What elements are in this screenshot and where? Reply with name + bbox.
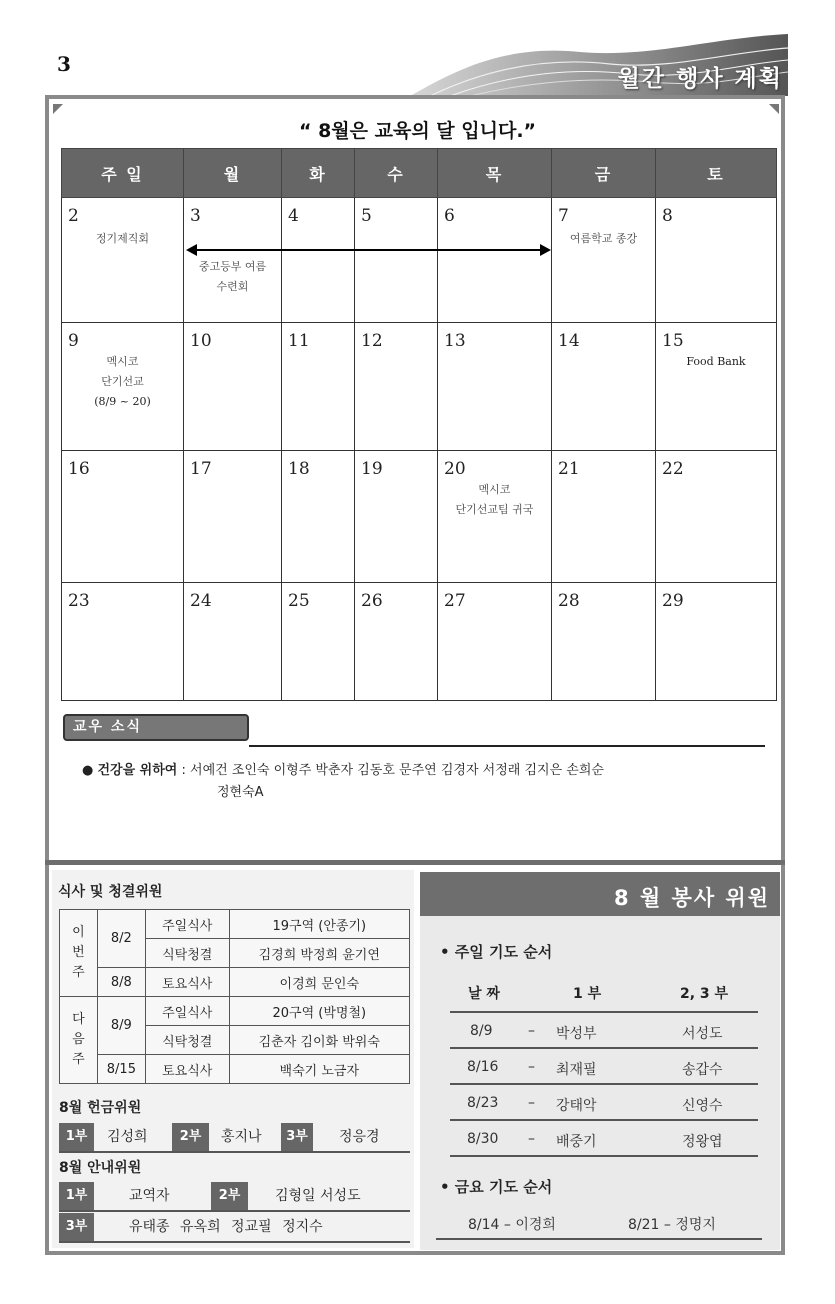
calendar-day-cell bbox=[552, 323, 656, 451]
day-notes bbox=[552, 228, 655, 248]
duty-people: 김춘자 김이화 박위숙 bbox=[229, 1026, 409, 1055]
day-number: 29 bbox=[662, 591, 684, 611]
calendar-day-cell bbox=[355, 451, 438, 583]
news-separator: : bbox=[177, 763, 191, 778]
day-number: 10 bbox=[190, 331, 212, 351]
day-number: 12 bbox=[361, 331, 383, 351]
news-item-label: 건강을 위하여 bbox=[97, 763, 178, 778]
calendar-day-cell bbox=[62, 198, 184, 323]
calendar-week-row bbox=[62, 451, 777, 583]
day-number: 27 bbox=[444, 591, 466, 611]
duty-group-label bbox=[60, 997, 98, 1084]
prayer-date: 8/9 bbox=[470, 1023, 493, 1039]
duty-people: 이경희 문인숙 bbox=[229, 968, 409, 997]
calendar-day-cell bbox=[282, 198, 355, 323]
calendar-day-cell bbox=[656, 323, 777, 451]
usher-row bbox=[59, 1213, 410, 1241]
sunday-prayer-row bbox=[450, 1013, 758, 1049]
day-notes bbox=[184, 258, 281, 296]
friday-underline bbox=[436, 1238, 762, 1240]
row-underline bbox=[59, 1151, 410, 1153]
duty-date: 8/2 bbox=[97, 910, 145, 968]
weekday-header: 목 bbox=[438, 149, 552, 198]
calendar-day-cell bbox=[552, 198, 656, 323]
offering-names: 김성희 bbox=[107, 1129, 148, 1145]
news-item bbox=[82, 760, 604, 804]
duty-type: 토요식사 bbox=[145, 968, 229, 997]
day-number: 25 bbox=[288, 591, 310, 611]
prayer-date: 8/16 bbox=[467, 1059, 499, 1075]
row-underline bbox=[59, 1210, 410, 1212]
day-number: 11 bbox=[288, 331, 310, 351]
day-note: Food Bank bbox=[686, 355, 746, 368]
day-notes bbox=[438, 481, 551, 519]
prayer-dash: – bbox=[528, 1131, 535, 1147]
duty-type: 토요식사 bbox=[145, 1055, 229, 1084]
calendar-day-cell bbox=[656, 583, 777, 701]
corner-mark bbox=[53, 104, 63, 114]
prayer-first: 박성부 bbox=[556, 1026, 597, 1042]
day-number: 28 bbox=[558, 591, 580, 611]
calendar-heading: “ 8월은 교육의 달 입니다.” bbox=[298, 120, 537, 142]
day-note: 멕시코 bbox=[106, 355, 139, 368]
weekday-header: 월 bbox=[184, 149, 282, 198]
day-number: 22 bbox=[662, 459, 684, 479]
sunday-prayer-row bbox=[450, 1085, 758, 1121]
calendar-day-cell bbox=[62, 583, 184, 701]
prayer-second: 송갑수 bbox=[682, 1062, 723, 1078]
usher-names: 유태종 유옥희 정교필 정지수 bbox=[129, 1219, 323, 1235]
news-names-line1: 서예건 조인숙 이형주 박춘자 김동호 문주연 김경자 서정래 김지은 손희순 bbox=[190, 763, 604, 778]
duty-type: 주일식사 bbox=[145, 910, 229, 939]
usher-names: 교역자 bbox=[129, 1188, 170, 1204]
calendar-day-cell bbox=[656, 198, 777, 323]
duty-type: 주일식사 bbox=[145, 997, 229, 1026]
day-number: 13 bbox=[444, 331, 466, 351]
duty-date: 8/15 bbox=[97, 1055, 145, 1084]
duty-table bbox=[59, 909, 410, 1084]
calendar-day-cell bbox=[438, 583, 552, 701]
calendar-day-cell bbox=[62, 323, 184, 451]
offering-names: 정응경 bbox=[339, 1129, 380, 1145]
duty-title: 식사 및 청결위원 bbox=[58, 884, 163, 900]
day-notes bbox=[656, 351, 776, 371]
calendar-week-row bbox=[62, 323, 777, 451]
duty-people: 백숙기 노금자 bbox=[229, 1055, 409, 1084]
duty-type: 식탁청결 bbox=[145, 1026, 229, 1055]
prayer-dash: – bbox=[528, 1059, 535, 1075]
offering-names: 홍지나 bbox=[221, 1129, 262, 1145]
calendar-day-cell bbox=[282, 583, 355, 701]
day-number: 3 bbox=[190, 206, 201, 226]
service-tag: 1부 bbox=[59, 1182, 94, 1210]
day-notes bbox=[62, 228, 183, 248]
bullet-icon: ● bbox=[82, 763, 94, 778]
calendar-day-cell bbox=[282, 451, 355, 583]
calendar-day-cell bbox=[355, 323, 438, 451]
day-note: 멕시코 bbox=[478, 483, 511, 496]
calendar-table bbox=[61, 148, 777, 701]
friday-prayer-entry: 8/14 – 이경희 bbox=[468, 1217, 556, 1233]
day-number: 8 bbox=[662, 206, 673, 226]
service-tag: 2부 bbox=[172, 1123, 209, 1151]
news-section-label: 교우 소식 bbox=[63, 714, 249, 741]
day-notes bbox=[62, 353, 183, 411]
service-tag: 3부 bbox=[59, 1213, 94, 1241]
day-number: 7 bbox=[558, 206, 569, 226]
banner-title: 월간 행사 계획 bbox=[617, 66, 783, 92]
calendar-week-row bbox=[62, 198, 777, 323]
news-rule bbox=[249, 745, 765, 747]
prayer-second: 정왕엽 bbox=[682, 1134, 723, 1150]
calendar-day-cell bbox=[184, 451, 282, 583]
calendar-day-cell bbox=[438, 323, 552, 451]
column-header-second: 2, 3 부 bbox=[680, 986, 729, 1002]
calendar-day-cell bbox=[184, 323, 282, 451]
calendar-day-cell bbox=[355, 583, 438, 701]
day-number: 17 bbox=[190, 459, 212, 479]
day-number: 21 bbox=[558, 459, 580, 479]
prayer-second: 신영수 bbox=[682, 1098, 723, 1114]
calendar-day-cell bbox=[656, 451, 777, 583]
calendar-day-cell bbox=[184, 198, 282, 323]
day-number: 2 bbox=[68, 206, 79, 226]
weekday-header-row bbox=[62, 149, 777, 198]
day-number: 9 bbox=[68, 331, 79, 351]
weekday-header: 수 bbox=[355, 149, 438, 198]
duty-group-label bbox=[60, 910, 98, 997]
day-number: 5 bbox=[361, 206, 372, 226]
day-number: 18 bbox=[288, 459, 310, 479]
calendar-day-cell bbox=[282, 323, 355, 451]
section-divider bbox=[45, 860, 785, 865]
sunday-prayer-row bbox=[450, 1049, 758, 1085]
day-number: 14 bbox=[558, 331, 580, 351]
sunday-prayer-title: • 주일 기도 순서 bbox=[440, 943, 553, 961]
row-underline bbox=[59, 1241, 410, 1243]
day-number: 23 bbox=[68, 591, 90, 611]
column-header-first: 1 부 bbox=[573, 986, 602, 1002]
day-note: 단기선교팀 귀국 bbox=[455, 503, 534, 516]
offering-row bbox=[59, 1123, 410, 1151]
prayer-first: 최재필 bbox=[556, 1062, 597, 1078]
corner-mark bbox=[769, 104, 779, 114]
event-span-arrow bbox=[186, 243, 551, 257]
duty-type: 식탁청결 bbox=[145, 939, 229, 968]
day-note: 수련회 bbox=[216, 280, 249, 293]
prayer-second: 서성도 bbox=[682, 1026, 723, 1042]
day-number: 16 bbox=[68, 459, 90, 479]
day-note: 여름학교 종강 bbox=[569, 232, 638, 245]
day-number: 4 bbox=[288, 206, 299, 226]
group-label-text: 이번주 bbox=[72, 925, 85, 980]
day-number: 24 bbox=[190, 591, 212, 611]
day-number: 26 bbox=[361, 591, 383, 611]
calendar-week-row bbox=[62, 583, 777, 701]
offering-title: 8월 헌금위원 bbox=[59, 1100, 142, 1116]
prayer-dash: – bbox=[528, 1023, 535, 1039]
usher-row bbox=[59, 1182, 410, 1210]
friday-prayer-entry: 8/21 – 정명지 bbox=[628, 1217, 716, 1233]
day-note: 중고등부 여름 bbox=[198, 260, 267, 273]
sunday-prayer-row bbox=[450, 1121, 758, 1157]
column-header-date: 날 짜 bbox=[468, 986, 500, 1002]
page-number: 3 bbox=[57, 52, 71, 76]
usher-title: 8월 안내위원 bbox=[59, 1160, 142, 1176]
usher-names: 김형일 서성도 bbox=[275, 1188, 361, 1204]
prayer-dash: – bbox=[528, 1095, 535, 1111]
service-tag: 1부 bbox=[59, 1123, 94, 1151]
duty-date: 8/9 bbox=[97, 997, 145, 1055]
news-names-line2: 정현숙A bbox=[217, 785, 264, 800]
day-note: 정기제직회 bbox=[95, 232, 150, 245]
day-number: 15 bbox=[662, 331, 684, 351]
calendar-day-cell bbox=[552, 583, 656, 701]
service-tag: 3부 bbox=[281, 1123, 313, 1151]
calendar-day-cell bbox=[552, 451, 656, 583]
day-note: (8/9 ~ 20) bbox=[94, 395, 151, 408]
prayer-date: 8/23 bbox=[467, 1095, 499, 1111]
group-label-text: 다음주 bbox=[72, 1012, 85, 1067]
calendar-day-cell bbox=[62, 451, 184, 583]
weekday-header: 화 bbox=[282, 149, 355, 198]
weekday-header: 금 bbox=[552, 149, 656, 198]
prayer-first: 배중기 bbox=[556, 1134, 597, 1150]
calendar-day-cell bbox=[355, 198, 438, 323]
prayer-first: 강태악 bbox=[556, 1098, 597, 1114]
duty-people: 19구역 (안종기) bbox=[229, 910, 409, 939]
calendar-day-cell bbox=[184, 583, 282, 701]
calendar-day-cell bbox=[438, 451, 552, 583]
weekday-header: 토 bbox=[656, 149, 777, 198]
duty-people: 김경희 박정희 윤기연 bbox=[229, 939, 409, 968]
day-note: 단기선교 bbox=[101, 375, 144, 388]
service-tag: 2부 bbox=[211, 1182, 248, 1210]
duty-people: 20구역 (박명철) bbox=[229, 997, 409, 1026]
service-title: 8 월 봉사 위원 bbox=[420, 872, 780, 916]
header-underline bbox=[450, 979, 758, 1013]
weekday-header: 주 일 bbox=[62, 149, 184, 198]
calendar-day-cell bbox=[438, 198, 552, 323]
friday-prayer-title: • 금요 기도 순서 bbox=[440, 1178, 553, 1196]
prayer-date: 8/30 bbox=[467, 1131, 499, 1147]
day-number: 20 bbox=[444, 459, 466, 479]
day-number: 19 bbox=[361, 459, 383, 479]
day-number: 6 bbox=[444, 206, 455, 226]
duty-date: 8/8 bbox=[97, 968, 145, 997]
